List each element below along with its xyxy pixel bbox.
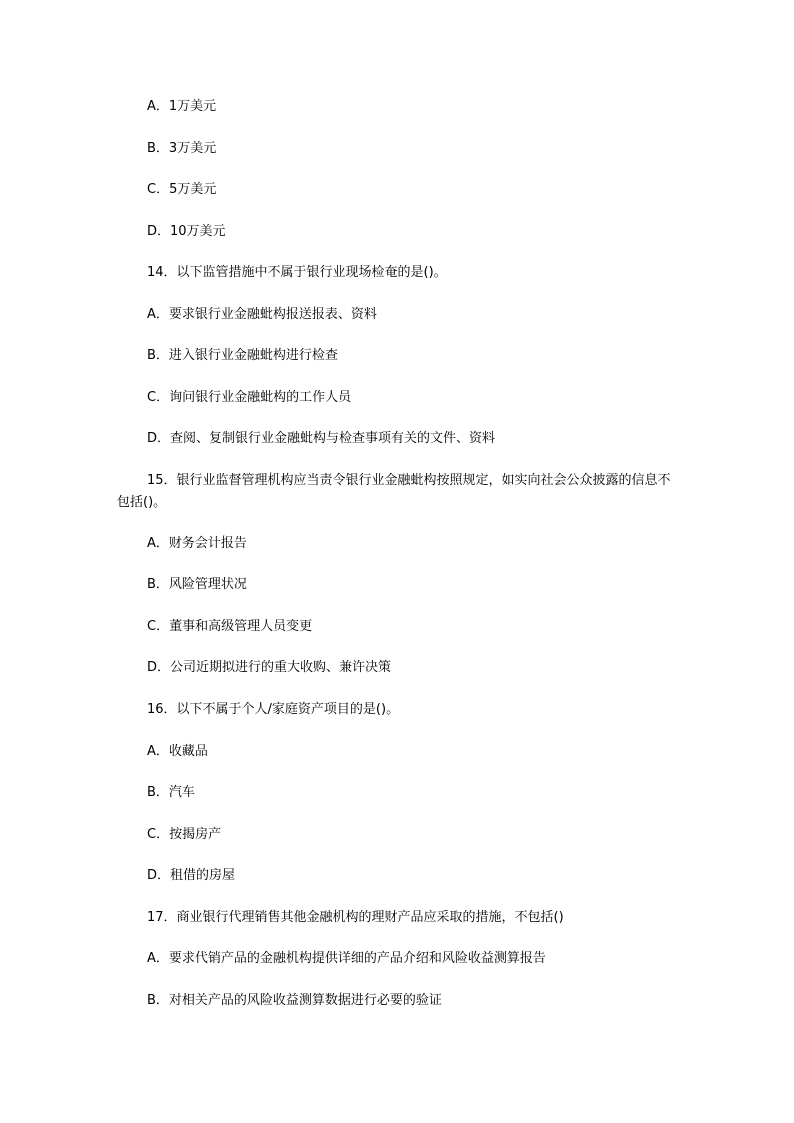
q16-option-b: B．汽车 bbox=[147, 785, 195, 800]
q17-option-a: A．要求代销产品的金融机构提供详细的产品介绍和风险收益测算报告 bbox=[147, 951, 546, 966]
q13-option-a: A．1万美元 bbox=[147, 99, 217, 114]
q14-option-b: B．进入银行业金融蚍构进行检查 bbox=[147, 348, 338, 363]
q14-option-a: A．要求银行业金融蚍构报送报表、资料 bbox=[147, 307, 377, 322]
q15-option-a: A．财务会计报告 bbox=[147, 536, 247, 551]
q15-option-c: C．董事和高级管理人员变更 bbox=[147, 619, 313, 634]
q17-stem: 17．商业银行代理销售其他金融机构的理财产品应采取的措施，不包括() bbox=[147, 910, 564, 925]
q13-option-c: C．5万美元 bbox=[147, 182, 217, 197]
q15-option-d: D．公司近期拟进行的重大收购、兼许决策 bbox=[147, 660, 392, 675]
q13-option-d: D．10万美元 bbox=[147, 224, 226, 239]
q15-option-b: B．风险管理状况 bbox=[147, 577, 247, 592]
q14-option-d: D．查阅、复制银行业金融蚍构与检查事项有关的文件、资料 bbox=[147, 431, 496, 446]
q17-option-b: B．对相关产品的风险收益测算数据进行必要的验证 bbox=[147, 993, 442, 1008]
q16-option-a: A．收藏品 bbox=[147, 744, 208, 759]
q16-option-c: C．按揭房产 bbox=[147, 827, 222, 842]
q14-stem: 14．以下监管措施中不属于银行业现场检奄的是()。 bbox=[147, 265, 447, 280]
q15-stem: 15．银行业监督管理机构应当责令银行业金融蚍构按照规定，如实向社会公众披露的信息不包括()。 bbox=[117, 473, 671, 510]
q14-option-c: C．询问银行业金融蚍构的工作人员 bbox=[147, 390, 352, 405]
q16-stem: 16．以下不属于个人/家庭资产项目的是()。 bbox=[147, 702, 400, 717]
q13-option-b: B．3万美元 bbox=[147, 141, 217, 156]
q16-option-d: D．租借的房屋 bbox=[147, 868, 236, 883]
